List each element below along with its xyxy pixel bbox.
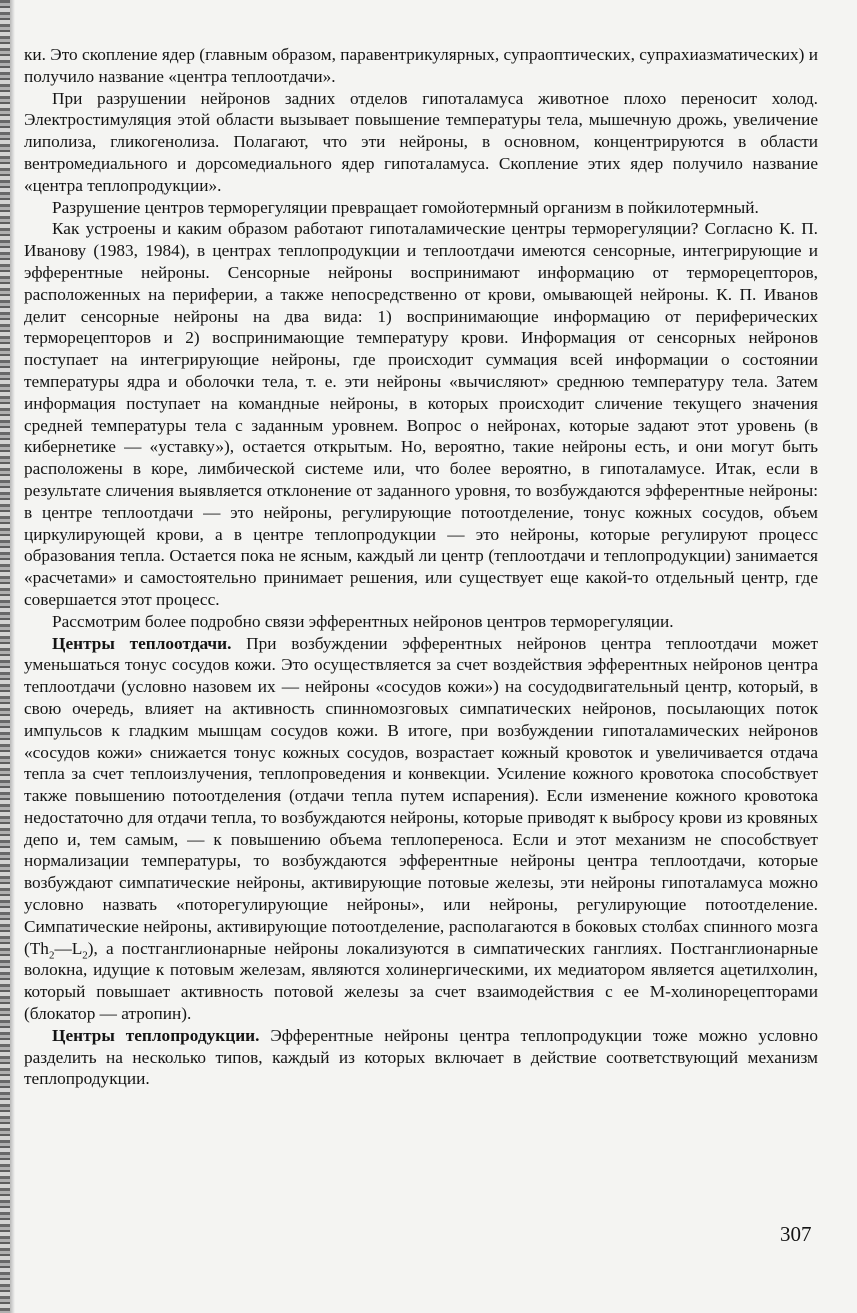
paragraph-heat-loss-centers [24,633,818,1025]
heat-loss-text-end: ), а постганглионарные нейроны локализуются в симпатических ганглиях. Постганглионарные волокна, идущие к потовым железам, являются холинергическими, их медиатором является ацетилхолин, который повышает активность потовой железы за счет взаимодействия с ее М-холинорецепторами (блокатор — атропин). [24,938,818,1024]
heat-loss-text: При возбуждении эфферентных нейронов центра теплоотдачи может уменьшаться тонус сосудов кожи. Это осуществляется за счет воздействия эфферентных нейронов центра теплоотдачи (условно назовем их — нейроны «сосудов кожи») на сосудодвигательный центр, который, в свою очередь, влияет на активность спинномозговых симпатических нейронов, посылающих поток импульсов к гладким мышцам сосудов кожи. В итоге, при возбуждении гипоталамических нейронов «сосудов кожи» снижается тонус кожных сосудов, возрастает кожный кровоток и увеличивается отдача тепла за счет теплоизлучения, теплопроведения и конвекции. Усиление кожного кровотока способствует также повышению потоотделения (отдачи тепла путем испарения). Если изменение кожного кровотока недостаточно для отдачи тепла, то возбуждаются нейроны, которые приводят к выбросу крови из кровяных депо и, тем самым, — к повышению объема теплоперенoса. Если и этот механизм не способствует нормализации температуры, то возбуждаются эфферентные нейроны центра теплоотдачи, которые возбуждают симпатические нейроны, активирующие потовые железы, эти нейроны гипоталамуса можно условно назвать «потoрегулирующие нейроны», или нейроны, регулирующие потоотделение. Симпатические нейроны, активирующие потоотделение, располагаются в боковых столбах спинного мозга [24,633,818,936]
page-binding-shadow [10,0,15,1313]
heat-production-text: Эфферентные нейроны центра теплопродукции тоже можно условно разделить на несколько типов, каждый из которых включает в действие соответствующий механизм теплопродукции. [24,1025,818,1089]
page-binding-edge [0,0,10,1313]
paragraph-3: Разрушение центров терморегуляции превращает гомойотермный организм в пойкилотермный. [52,197,759,217]
heading-heat-production-centers: Центры теплопродукции. [52,1025,260,1045]
paragraph-4: Как устроены и каким образом работают гипоталамические центры терморегуляции? Согласно К. П. Иванову (1983, 1984), в центрах теплопродукции и теплоотдачи имеются сенсорные, интегрирующие и эфферентные нейроны. Сенсорные нейроны воспринимают информацию от терморецепторов, расположенных на периферии, а также непосредственно от крови, омывающей нейроны. К. П. Иванов делит сенсорные нейроны на два вида: 1) воспринимающие информацию от периферических терморецепторов и 2) воспринимающие температуру крови. Информация от сенсорных нейронов поступает на интегрирующие нейроны, где происходит суммация всей информации о состоянии температуры ядра и оболочки тела, т. е. эти нейроны «вычисляют» среднюю температуру тела. Затем информация поступает на командные нейроны, в которых происходит сличение текущего значения средней температуры тела с заданным уровнем. Вопрос о нейронах, которые задают этот уровень (в кибернетике — «уставку»), остается открытым. Но, вероятно, такие нейроны есть, и они могут быть расположены в коре, лимбической системе или, что более вероятно, в гипоталамусе. Итак, если в результате сличения выявляется отклонение от заданного уровня, то возбуждаются эфферентные нейроны: в центре теплоотдачи — это нейроны, регулирующие потоотделение, тонус кожных сосудов, объем циркулирующей крови, а в центре теплопродукции — это нейроны, которые регулируют процесс образования тепла. Остается пока не ясным, каждый ли центр (теплоотдачи и теплопродукции) занимается «расчетами» и самостоятельно принимает решения, или существует еще какой-то отдельный центр, где совершается этот процесс. [24,219,818,609]
th-subscript: 2 [48,949,55,962]
page-number: 307 [780,1222,812,1246]
l-subscript: 2 [82,949,88,962]
heading-heat-loss-centers: Центры теплоотдачи. [52,633,232,653]
l-label: —L [54,938,83,958]
paragraph-5: Рассмотрим более подробно связи эфферентных нейронов центров терморегуляции. [52,611,674,631]
page-body-text [24,44,818,1090]
th-label: (Th [24,938,49,958]
paragraph-heat-production-centers [24,1025,818,1090]
paragraph-1: ки. Это скопление ядер (главным образом, паравентрикулярных, супраоптических, супрахиазматических) и получило название «центра теплоотдачи». [24,45,818,86]
paragraph-2: При разрушении нейронов задних отделов гипоталамуса животное плохо переносит холод. Электростимуляция этой области вызывает повышение температуры тела, мышечную дрожь, увеличение липолиза, гликогенолиза. Полагают, что эти нейроны, в основном, концентрируются в области вентромедиального и дорсомедиального ядер гипоталамуса. Скопление этих ядер получило название «центра теплопродукции». [24,88,818,195]
